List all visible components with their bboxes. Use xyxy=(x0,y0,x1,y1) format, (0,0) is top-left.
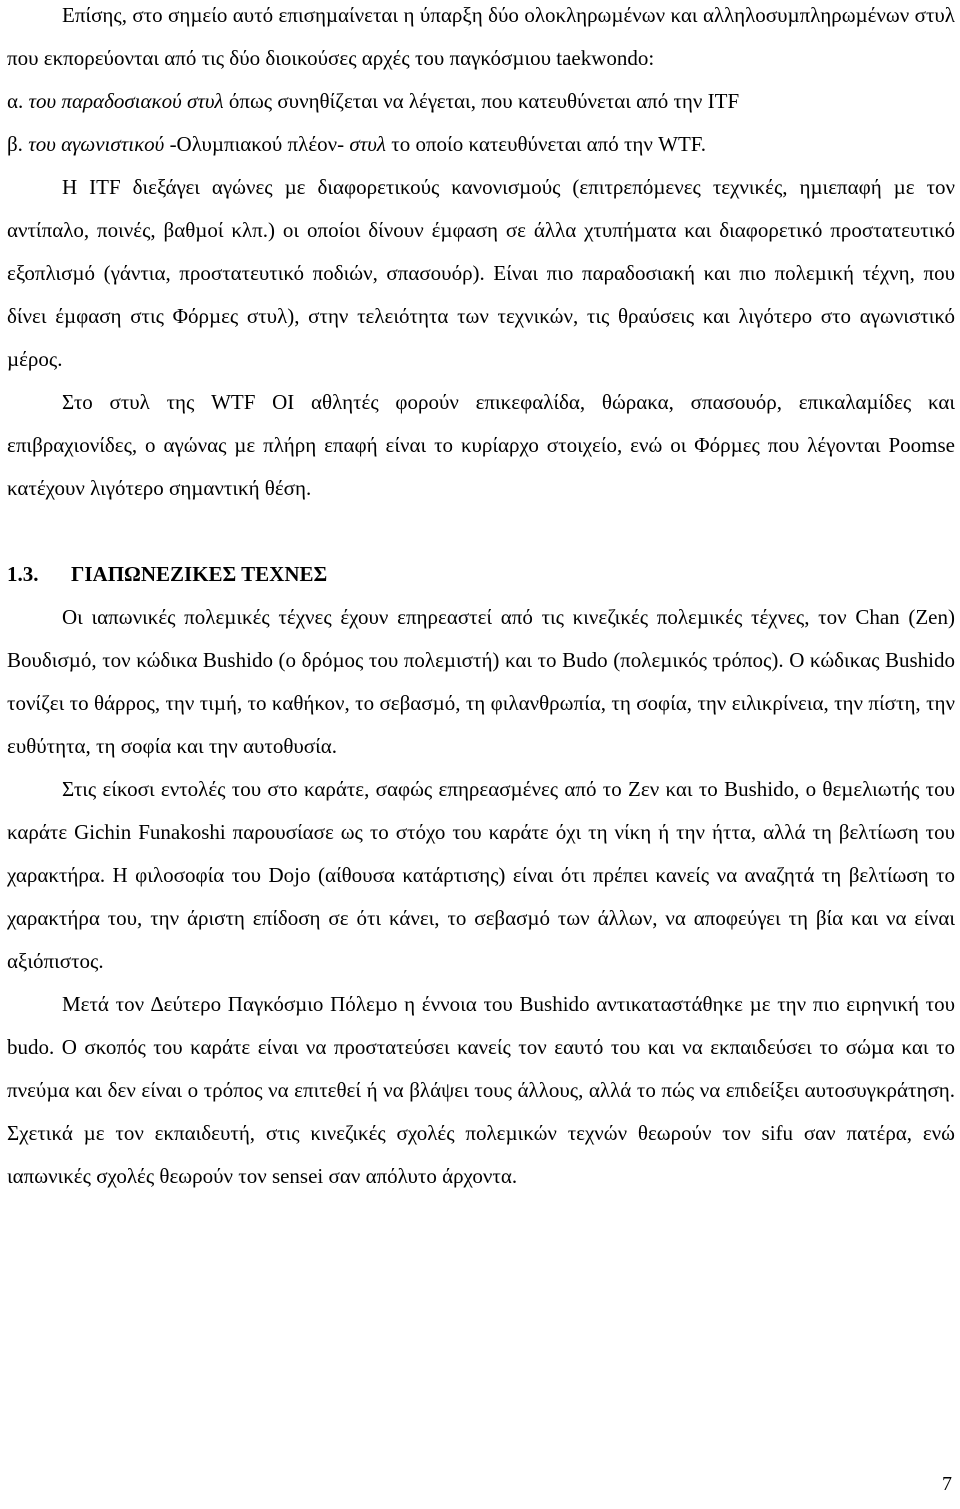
section-heading xyxy=(7,553,955,596)
section-number: 1.3. xyxy=(7,562,39,586)
page-number: 7 xyxy=(942,1473,952,1495)
list-item-competitive-style xyxy=(7,123,955,166)
traditional-style-text: όπως συνηθίζεται να λέγεται, που κατευθύνεται από την ITF xyxy=(223,89,740,113)
paragraph-itf: Η ITF διεξάγει αγώνες µε διαφορετικούς κανονισµούς (επιτρεπόµενες τεχνικές, ηµιεπαφή µε τον αντίπαλο, ποινές, βαθµοί κλπ.) οι οποίοι δίνουν έµφαση σε άλλα χτυπήµατα και διαφορετικό προστατευτικό εξοπλισµό (γάντια, προστατευτικό ποδιών, σπασουόρ). Είναι πιο παραδοσιακή και πιο πολεµική τέχνη, που δίνει έµφαση στις Φόρµες στυλ), στην τελειότητα των τεχνικών, τις θραύσεις και λιγότερο στο αγωνιστικό µέρος. xyxy=(7,175,955,371)
paragraph-karate-precepts: Στις είκοσι εντολές του στο καράτε, σαφώς επηρεασµένες από το Ζεν και το Bushido, ο θεµελιωτής του καράτε Gichin Funakoshi παρουσίασε ως το στόχο του καράτε όχι τη νίκη ή την ήττα, αλλά τη βελτίωση του χαρακτήρα. Η φιλοσοφία του Dojo (αίθουσα κατάρτισης) είναι ότι πρέπει κανείς να αναζητά τη βελτίωση το χαρακτήρα του, την άριστη επίδοση σε ότι κάνει, το σεβασµό των άλλων, να αποφεύγει τη βία και να είναι αξιόπιστος. xyxy=(7,777,955,973)
section-title: ΓΙΑΠΩΝΕΖΙΚΕΣ ΤΕΧΝΕΣ xyxy=(71,562,328,586)
olympic-note: -Ολυµπιακού πλέον- xyxy=(164,132,350,156)
paragraph-wtf: Στο στυλ της WTF ΟΙ αθλητές φορούν επικεφαλίδα, θώρακα, σπασουόρ, επικαλαµίδες και επιβραχιονίδες, ο αγώνας µε πλήρη επαφή είναι το κυρίαρχο στοιχείο, ενώ οι Φόρµες που λέγονται Poomse κατέχουν λιγότερο σηµαντική θέση. xyxy=(7,390,955,500)
competitive-style-text: το οποίο κατευθύνεται από την WTF. xyxy=(386,132,707,156)
style-term: στυλ xyxy=(349,132,386,156)
list-item-traditional-style xyxy=(7,80,955,123)
competitive-style-term: του αγωνιστικού xyxy=(28,132,165,156)
page-content xyxy=(7,0,955,1198)
list-marker-b: β. xyxy=(7,132,29,156)
paragraph-japanese-arts: Οι ιαπωνικές πολεµικές τέχνες έχουν επηρεαστεί από τις κινεζικές πολεµικές τέχνες, τον Chan (Zen) Βουδισµό, τον κώδικα Bushido (ο δρόµος του πολεµιστή) και το Budo (πολεµικός τρόπος). Ο κώδικας Bushido τονίζει το θάρρος, την τιµή, το καθήκον, το σεβασµό, τη φιλανθρωπία, τη σοφία, την ειλικρίνεια, την πίστη, την ευθύτητα, τη σοφία και την αυτοθυσία. xyxy=(7,605,955,758)
list-marker-a: α. xyxy=(7,89,29,113)
paragraph-two-styles-intro: Επίσης, στο σηµείο αυτό επισηµαίνεται η ύπαρξη δύο ολοκληρωµένων και αλληλοσυµπληρωµένων στυλ που εκπορεύονται από τις δύο διοικούσες αρχές του παγκόσµιου taekwondo: xyxy=(7,3,955,70)
paragraph-postwar-budo: Μετά τον ∆εύτερο Παγκόσµιο Πόλεµο η έννοια του Bushido αντικαταστάθηκε µε την πιο ειρηνική του budo. Ο σκοπός του καράτε είναι να προστατεύσει κανείς τον εαυτό του και να εκπαιδεύσει το σώµα και το πνεύµα και δεν είναι ο τρόπος να επιτεθεί ή να βλάψει τους άλλους, αλλά το πώς να επιδείξει αυτοσυγκράτηση. Σχετικά µε τον εκπαιδευτή, στις κινεζικές σχολές πολεµικών τεχνών θεωρούν τον sifu σαν πατέρα, ενώ ιαπωνικές σχολές θεωρούν τον sensei σαν απόλυτο άρχοντα. xyxy=(7,992,955,1188)
traditional-style-term: του παραδοσιακού στυλ xyxy=(28,89,224,113)
